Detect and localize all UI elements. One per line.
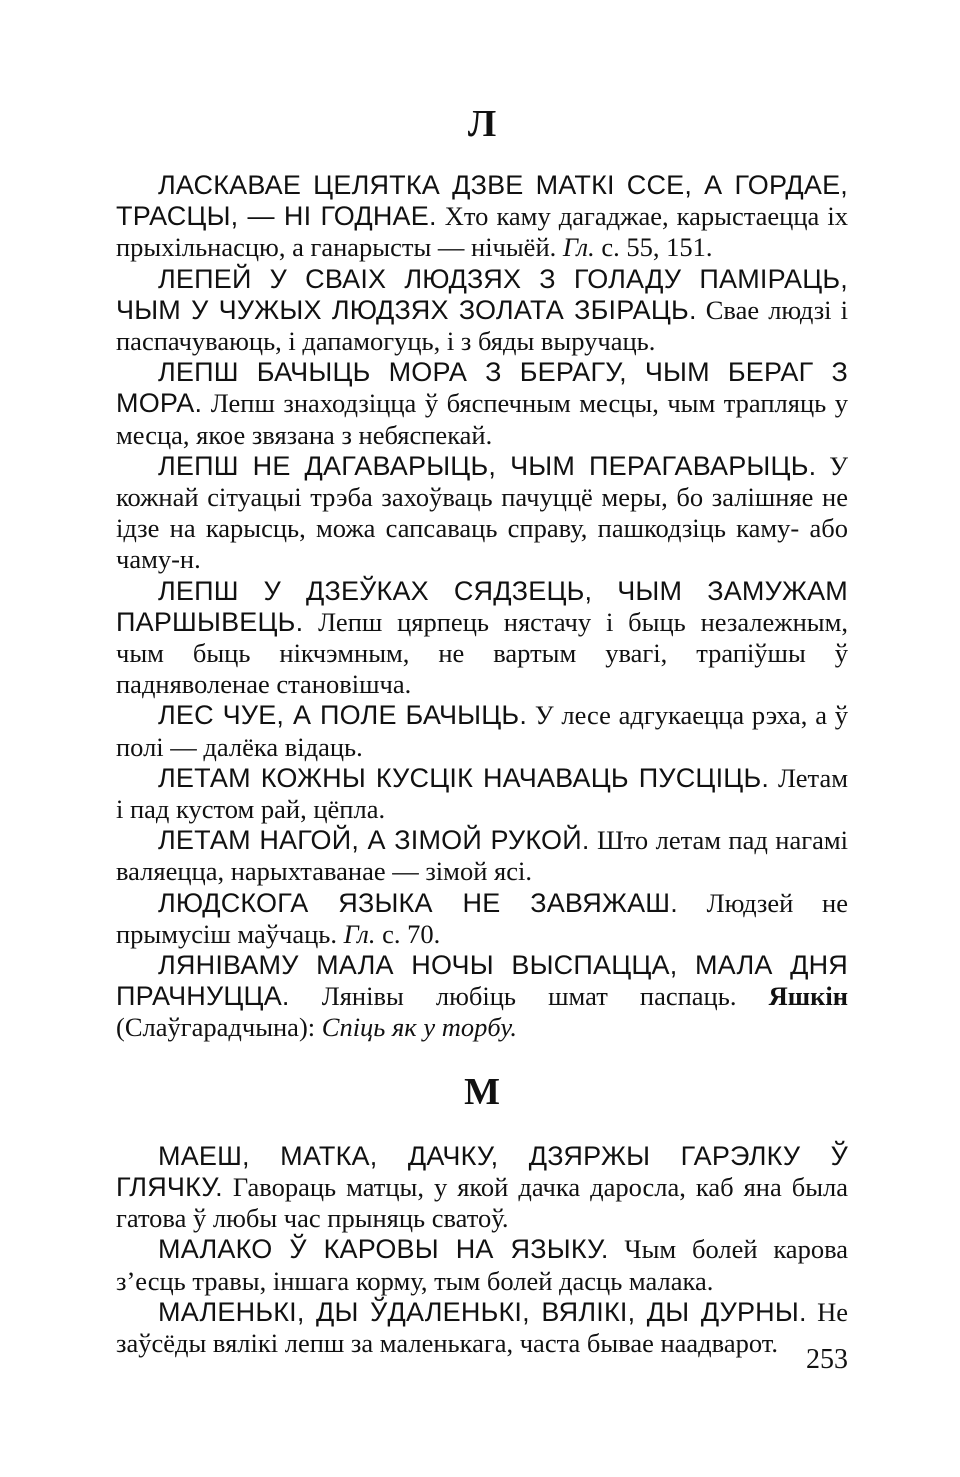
entry: [116, 700, 848, 762]
entry-source-ref: с. 70.: [375, 918, 441, 949]
entry-definition: Чым болей карова з’есць травы, іншага корму, тым болей дасць малака.: [116, 1234, 848, 1296]
entry-headword: ЛЕПШ У ДЗЕЎКАХ СЯДЗЕЦЬ, ЧЫМ ЗАМУЖАМ ПАРШЫВЕЦЬ.: [116, 575, 848, 637]
entry: [116, 950, 848, 1044]
entry-definition: Лепш знаходзіцца ў бяспечным месцы, чым трапляць у месца, якое звязана з небяспекай.: [116, 388, 848, 450]
section-letter-l: Л: [467, 103, 497, 145]
entry: [116, 576, 848, 701]
entry-definition: Свае людзі і паспачуваюць, і дапамогуць, і з бяды выручаць.: [116, 294, 848, 357]
entry-headword: ЛЮДСКОГА ЯЗЫКА НЕ ЗАВЯЖАШ.: [158, 887, 678, 918]
page-number: 253: [806, 1344, 848, 1375]
entry: [116, 170, 848, 264]
entry-definition: Людзей не прымусіш маўчаць.: [116, 887, 848, 949]
entry-headword: ЛАСКАВАЕ ЦЕЛЯТКА ДЗВЕ МАТКІ ССЕ, А ГОРДАЕ, ТРАСЦЫ, — НІ ГОДНАЕ.: [116, 170, 848, 232]
entry-definition: У кожнай сітуацыі трэба захоўваць пачуццё меры, бо залішняе не ідзе на карысць, можа сапсаваць справу, пашкодзіць каму- або чаму-н.: [116, 450, 848, 575]
entry-headword: МАЛЕНЬКІ, ДЫ ЎДАЛЕНЬКІ, ВЯЛІКІ, ДЫ ДУРНЫ.: [158, 1296, 807, 1327]
entry: [116, 357, 848, 451]
entry-headword: МАЕШ, МАТКА, ДАЧКУ, ДЗЯРЖЫ ГАРЭЛКУ Ў ГЛЯЧКУ.: [116, 1140, 848, 1202]
entry-headword: МАЛАКО Ў КАРОВЫ НА ЯЗЫКУ.: [158, 1234, 609, 1265]
entry-definition: Лянівы любіць шмат паспаць.: [289, 981, 769, 1012]
entry-headword: ЛЕТАМ КОЖНЫ КУСЦІК НАЧАВАЦЬ ПУСЦІЦЬ.: [158, 762, 770, 793]
entry-source: Гл.: [343, 918, 376, 949]
entry: [116, 1297, 848, 1359]
entry-definition: Лепш цярпець нястачу і быць незалежным, чым быць нікчэмным, не вартым увагі, трапіўшы ў падняволенае становішча.: [116, 606, 848, 700]
entry: [116, 888, 848, 950]
entry-definition: Хто каму дагаджае, карыстаецца іх прыхільнасцю, а ганарысты — нічыёй.: [116, 201, 848, 263]
entry: [116, 451, 848, 576]
section-letter-m: М: [464, 1070, 500, 1113]
entry-variant-text: Спіць як у торбу.: [321, 1012, 518, 1043]
entry-source-ref: с. 55, 151.: [594, 232, 713, 263]
entry-definition: Не заўсёды вялікі лепш за маленькага, часта бывае наадварот.: [116, 1296, 848, 1358]
entry: [116, 763, 848, 825]
entry: [116, 1234, 848, 1296]
entry-variant-author: Яшкін: [768, 981, 848, 1012]
entry-definition: У лесе адгукаецца рэха, а ў полі — далёка відаць.: [116, 700, 848, 762]
entry-headword: ЛЕПЕЙ У СВАІХ ЛЮДЗЯХ З ГОЛАДУ ПАМІРАЦЬ, ЧЫМ У ЧУЖЫХ ЛЮДЗЯХ ЗОЛАТА ЗБІРАЦЬ.: [116, 263, 848, 325]
entry-source: Гл.: [562, 232, 595, 263]
entry: [116, 264, 848, 358]
dictionary-page: [116, 100, 848, 1359]
entry: [116, 825, 848, 887]
entry-variant-region: (Слаўгарадчына):: [116, 1012, 322, 1043]
entry-headword: ЛЕС ЧУЕ, А ПОЛЕ БАЧЫЦЬ.: [158, 700, 528, 731]
entry-headword: ЛЕПШ НЕ ДАГАВАРЫЦЬ, ЧЫМ ПЕРАГАВАРЫЦЬ.: [158, 450, 817, 481]
entry-definition: Летам і пад кустом рай, цёпла.: [116, 762, 848, 825]
entry-definition: Што летам пад нагамі валяецца, нарыхтаванае — зімой ясі.: [116, 825, 848, 887]
entry-definition: Гавораць матцы, у якой дачка даросла, каб яна была гатова ў любы час прыняць сватоў.: [116, 1171, 848, 1234]
entry: [116, 1141, 848, 1235]
entry-headword: ЛЕТАМ НАГОЙ, А ЗІМОЙ РУКОЙ.: [158, 825, 590, 856]
entry-headword: ЛЯНІВАМУ МАЛА НОЧЫ ВЫСПАЦЦА, МАЛА ДНЯ ПРАЧНУЦЦА.: [116, 950, 848, 1012]
entry-headword: ЛЕПШ БАЧЫЦЬ МОРА З БЕРАГУ, ЧЫМ БЕРАГ З МОРА.: [116, 357, 848, 419]
